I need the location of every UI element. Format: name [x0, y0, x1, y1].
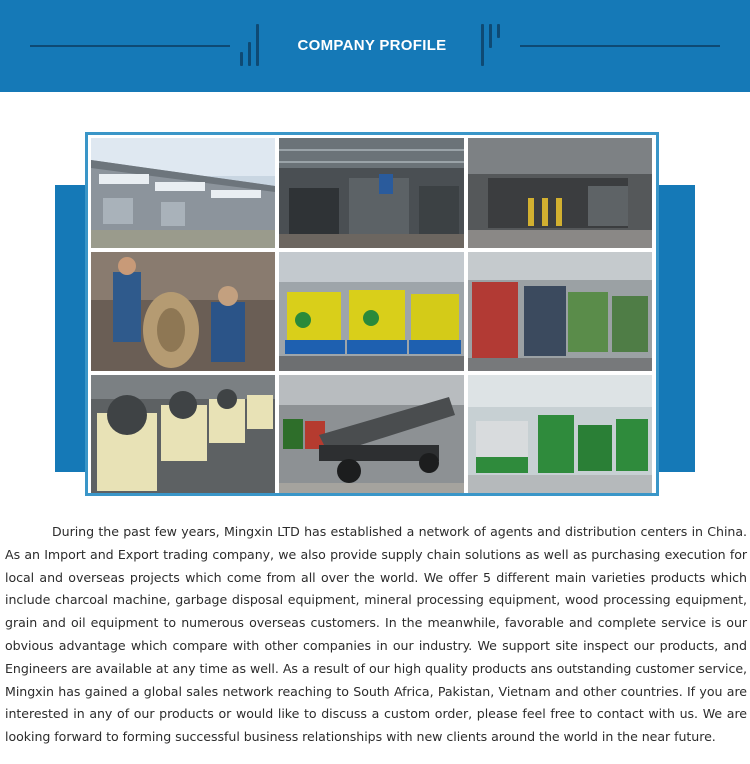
photo-gallery	[85, 132, 659, 496]
banner-left-line	[30, 45, 230, 47]
factory-building-photo	[91, 138, 275, 248]
banner-right-line	[520, 45, 720, 47]
oil-press-machines-photo	[468, 375, 652, 493]
jaw-crushers-photo	[91, 375, 275, 493]
machine-assembly-photo	[468, 138, 652, 248]
worker-grinding-photo	[91, 252, 275, 371]
garbage-shredder-machines-photo	[279, 252, 464, 371]
brick-making-machines-photo	[468, 252, 652, 371]
company-profile-banner	[0, 0, 750, 92]
mobile-crusher-photo	[279, 375, 464, 493]
page-title: COMPANY PROFILE	[297, 37, 447, 54]
workshop-welding-photo	[279, 138, 464, 248]
vertical-bars-icon	[481, 24, 500, 66]
company-description: During the past few years, Mingxin LTD has established a network of agents and distribution centers in China. As an Import and Export trading company, we also provide supply chain solutions as well as purchasing execution for local and overseas projects which come from all over the world. We offer 5 different main varieties products which include charcoal machine, garbage disposal equipment, mineral processing equipment, wood processing equipment, grain and oil equipment to numerous overseas customers. In the meanwhile, favorable and complete service is our obvious advantage which compare with other companies in our industry. We support site inspect our products, and Engineers are available at any time as well. As a result of our high quality products ans outstanding customer service, Mingxin has gained a global sales network reaching to South Africa, Pakistan, Vietnam and other countries. If you are interested in any of our products or would like to discuss a custom order, please feel free to contact with us. We are looking forward to forming successful business relationships with new clients around the world in the near future.	[5, 524, 747, 745]
